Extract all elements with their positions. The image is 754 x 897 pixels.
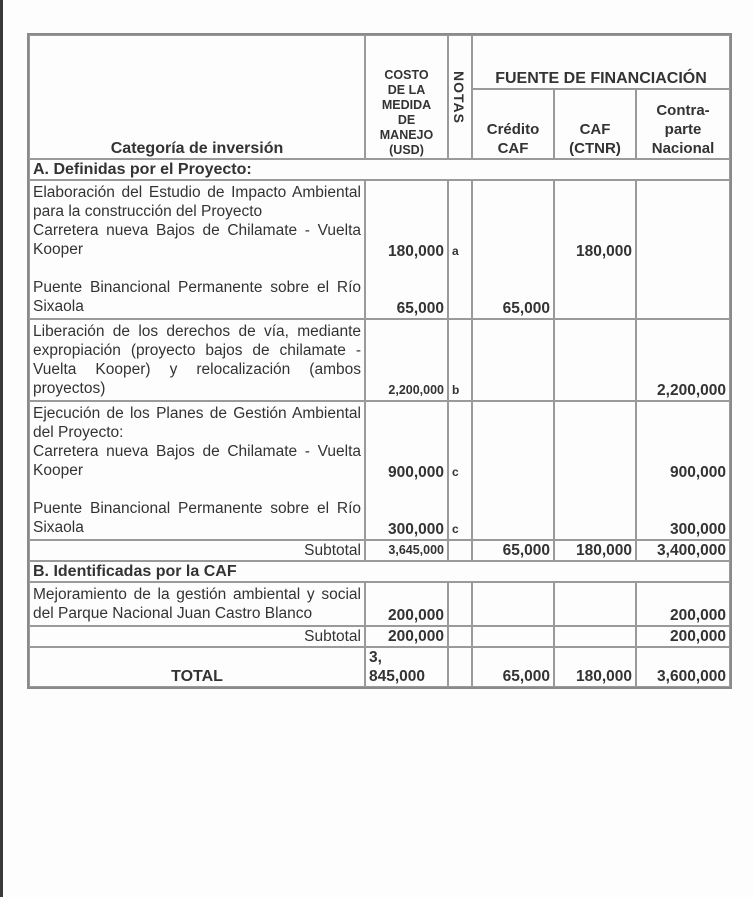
table-row bbox=[29, 401, 730, 540]
header-notas: NOTAS bbox=[448, 35, 472, 159]
subtotal-b-cost: 200,000 bbox=[365, 626, 448, 647]
row1-desc: Elaboración del Estudio de Impacto Ambiental para la construcción del Proyecto Carretera nueva Bajos de Chilamate - Vuelta Kooper Puente Binancional Permanente sobre el Río Sixaola bbox=[29, 180, 365, 319]
table-row bbox=[29, 319, 730, 401]
total-note bbox=[448, 647, 472, 687]
row3-notes: c c bbox=[448, 401, 472, 540]
subtotal-a-cost: 3,645,000 bbox=[365, 540, 448, 561]
header-cost: COSTO DE LA MEDIDA DE MANEJO (USD) bbox=[365, 35, 448, 159]
subtotal-b-label: Subtotal bbox=[29, 626, 365, 647]
subtotal-a-credit: 65,000 bbox=[472, 540, 554, 561]
row2-caf bbox=[554, 319, 636, 401]
row2-note: b bbox=[448, 319, 472, 401]
row2-credit bbox=[472, 319, 554, 401]
subtotal-a-nat: 3,400,000 bbox=[636, 540, 730, 561]
row3-cost: 900,000 300,000 bbox=[365, 401, 448, 540]
section-a-title: A. Definidas por el Proyecto: bbox=[29, 159, 730, 180]
header-caf-ctnr: CAF (CTNR) bbox=[554, 89, 636, 159]
subtotal-a-caf: 180,000 bbox=[554, 540, 636, 561]
total-row bbox=[29, 647, 730, 687]
header-row bbox=[29, 35, 730, 89]
subtotal-b-credit bbox=[472, 626, 554, 647]
investment-table bbox=[27, 33, 732, 689]
rowb1-nat: 200,000 bbox=[636, 582, 730, 626]
section-b-title: B. Identificadas por la CAF bbox=[29, 561, 730, 582]
rowb1-desc: Mejoramiento de la gestión ambiental y social del Parque Nacional Juan Castro Blanco bbox=[29, 582, 365, 626]
section-a-row bbox=[29, 159, 730, 180]
total-cost: 3, 845,000 bbox=[365, 647, 448, 687]
row3-nat: 900,000 300,000 bbox=[636, 401, 730, 540]
subtotal-a-note bbox=[448, 540, 472, 561]
row1-caf: 180,000 bbox=[554, 180, 636, 319]
header-funding: FUENTE DE FINANCIACIÓN bbox=[472, 35, 730, 89]
total-credit: 65,000 bbox=[472, 647, 554, 687]
row2-nat: 2,200,000 bbox=[636, 319, 730, 401]
row1-cost: 180,000 65,000 bbox=[365, 180, 448, 319]
subtotal-b-nat: 200,000 bbox=[636, 626, 730, 647]
header-counterpart: Contra- parte Nacional bbox=[636, 89, 730, 159]
section-b-row bbox=[29, 561, 730, 582]
subtotal-a-row bbox=[29, 540, 730, 561]
subtotal-a-label: Subtotal bbox=[29, 540, 365, 561]
row1-credit: 65,000 bbox=[472, 180, 554, 319]
row3-desc: Ejecución de los Planes de Gestión Ambiental del Proyecto: Carretera nueva Bajos de Chilamate - Vuelta Kooper Puente Binancional Permanente sobre el Río Sixaola bbox=[29, 401, 365, 540]
table-row bbox=[29, 180, 730, 319]
page-edge bbox=[0, 0, 3, 897]
row3-credit bbox=[472, 401, 554, 540]
header-credit-caf: Crédito CAF bbox=[472, 89, 554, 159]
row2-cost: 2,200,000 bbox=[365, 319, 448, 401]
header-category: Categoría de inversión bbox=[29, 35, 365, 159]
table-row bbox=[29, 582, 730, 626]
rowb1-note bbox=[448, 582, 472, 626]
row1-notes: a bbox=[448, 180, 472, 319]
rowb1-cost: 200,000 bbox=[365, 582, 448, 626]
subtotal-b-note bbox=[448, 626, 472, 647]
rowb1-credit bbox=[472, 582, 554, 626]
row3-caf bbox=[554, 401, 636, 540]
row1-nat bbox=[636, 180, 730, 319]
rowb1-caf bbox=[554, 582, 636, 626]
total-label: TOTAL bbox=[29, 647, 365, 687]
subtotal-b-row bbox=[29, 626, 730, 647]
subtotal-b-caf bbox=[554, 626, 636, 647]
total-caf: 180,000 bbox=[554, 647, 636, 687]
row2-desc: Liberación de los derechos de vía, mediante expropiación (proyecto bajos de chilamate - Vuelta Kooper) y relocalización (ambos proyectos) bbox=[29, 319, 365, 401]
total-nat: 3,600,000 bbox=[636, 647, 730, 687]
